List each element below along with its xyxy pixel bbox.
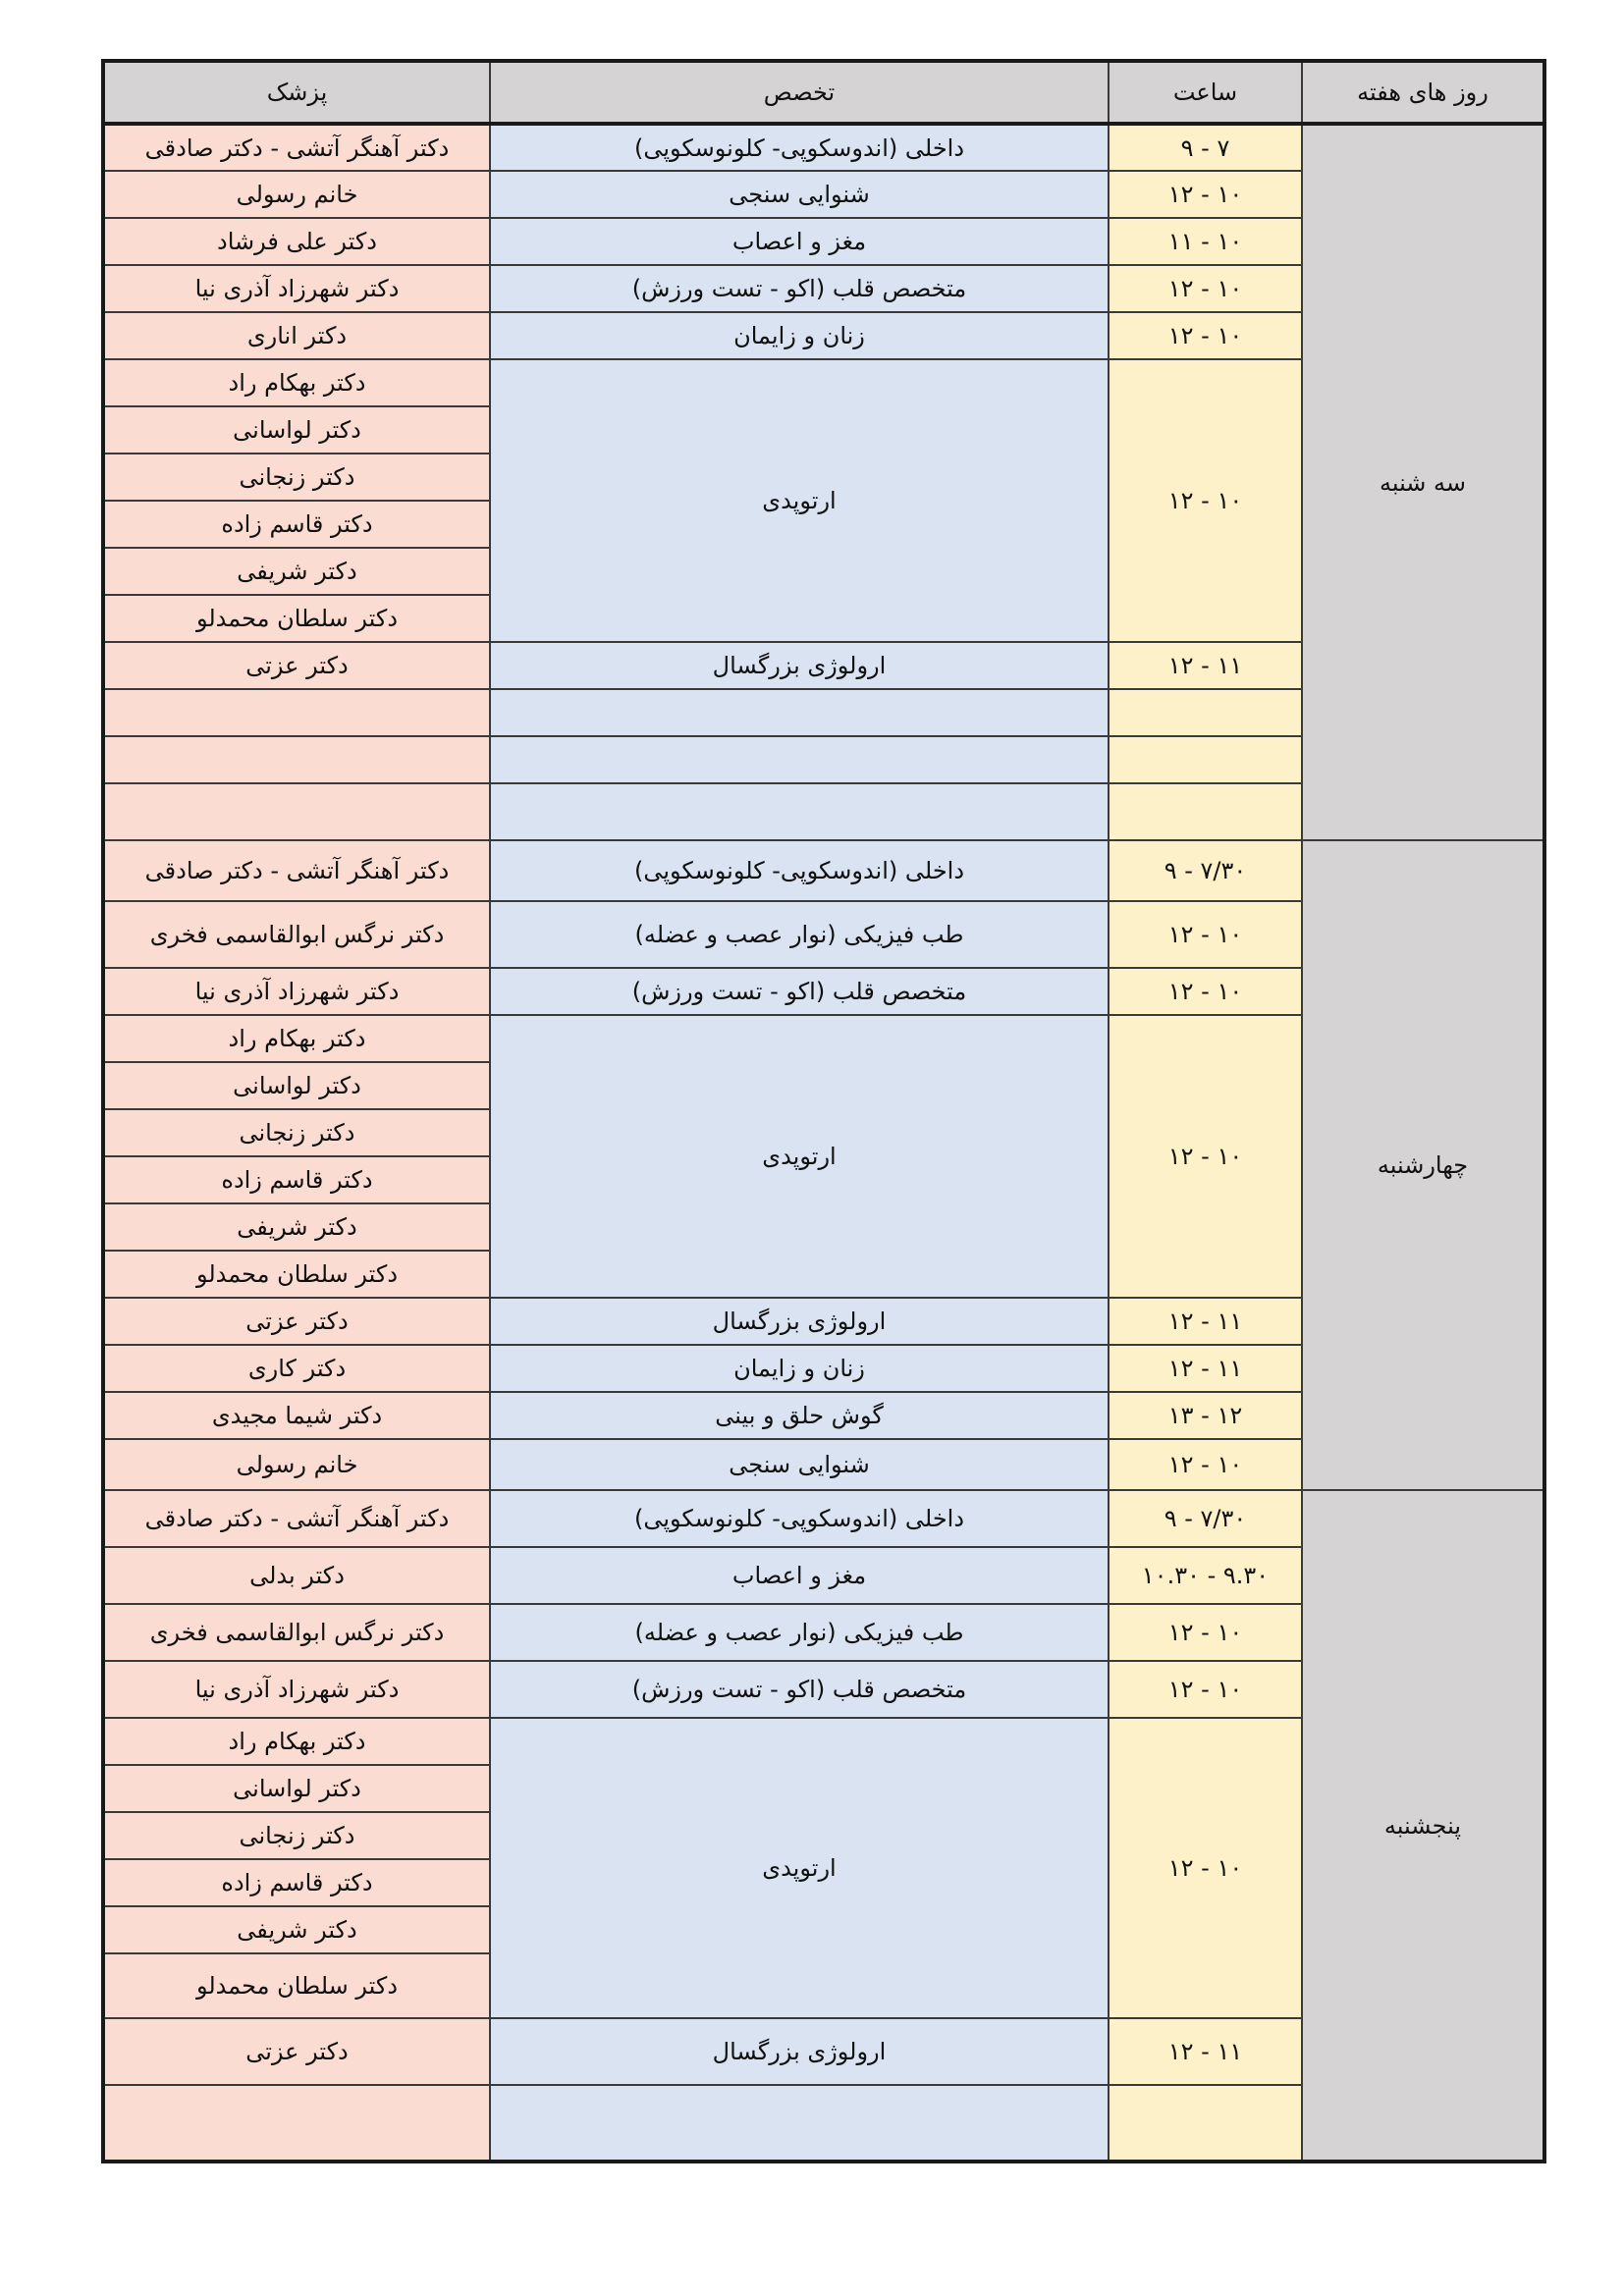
hours-cell: ۱۲ - ۱۱ <box>1109 1345 1302 1392</box>
table-row <box>103 840 1544 901</box>
hours-cell: ۱۲ - ۱۱ <box>1109 2018 1302 2085</box>
doctor-cell: دکتر قاسم زاده <box>103 1156 490 1203</box>
doctor-cell: خانم رسولی <box>103 171 490 218</box>
specialty-cell: متخصص قلب (اکو - تست ورزش) <box>490 1661 1109 1718</box>
doctor-cell: دکتر عزتی <box>103 1298 490 1345</box>
doctor-cell: دکتر زنجانی <box>103 1812 490 1859</box>
specialty-cell <box>490 2085 1109 2162</box>
hours-cell: ۱۲ - ۱۰ <box>1109 359 1302 642</box>
doctor-cell: دکتر لواسانی <box>103 406 490 454</box>
header-doctor: پزشک <box>103 61 490 124</box>
hours-cell: ۹ - ۷/۳۰ <box>1109 1490 1302 1547</box>
doctor-cell: دکتر کاری <box>103 1345 490 1392</box>
specialty-cell: متخصص قلب (اکو - تست ورزش) <box>490 265 1109 312</box>
doctor-cell <box>103 689 490 736</box>
doctor-cell: دکتر آهنگر آتشی - دکتر صادقی <box>103 1490 490 1547</box>
doctor-cell: دکتر زنجانی <box>103 454 490 501</box>
specialty-cell: طب فیزیکی (نوار عصب و عضله) <box>490 901 1109 968</box>
specialty-cell: زنان و زایمان <box>490 312 1109 359</box>
header-row <box>103 61 1544 124</box>
hours-cell: ۹ - ۷ <box>1109 124 1302 171</box>
hours-cell: ۱۲ - ۱۰ <box>1109 1604 1302 1661</box>
weekday-cell: پنجشنبه <box>1302 1490 1544 2162</box>
hours-cell: ۱۲ - ۱۱ <box>1109 1298 1302 1345</box>
hours-cell: ۱۳ - ۱۲ <box>1109 1392 1302 1439</box>
doctor-cell: دکتر قاسم زاده <box>103 501 490 548</box>
schedule-table <box>101 59 1546 2163</box>
doctor-cell: خانم رسولی <box>103 1439 490 1490</box>
doctor-cell <box>103 2085 490 2162</box>
specialty-cell: طب فیزیکی (نوار عصب و عضله) <box>490 1604 1109 1661</box>
hours-cell: ۹ - ۷/۳۰ <box>1109 840 1302 901</box>
doctor-cell: دکتر شهرزاد آذری نیا <box>103 968 490 1015</box>
specialty-cell: زنان و زایمان <box>490 1345 1109 1392</box>
doctor-cell: دکتر شریفی <box>103 1203 490 1251</box>
specialty-cell: مغز و اعصاب <box>490 1547 1109 1604</box>
doctor-cell: دکتر بهکام راد <box>103 1718 490 1765</box>
doctor-cell: دکتر شهرزاد آذری نیا <box>103 1661 490 1718</box>
specialty-cell: شنوایی سنجی <box>490 171 1109 218</box>
hours-cell: ۱۲ - ۱۰ <box>1109 1718 1302 2018</box>
doctor-cell: دکتر شهرزاد آذری نیا <box>103 265 490 312</box>
specialty-cell: مغز و اعصاب <box>490 218 1109 265</box>
specialty-cell: داخلی (اندوسکوپی- کلونوسکوپی) <box>490 840 1109 901</box>
hours-cell <box>1109 689 1302 736</box>
hours-cell <box>1109 2085 1302 2162</box>
doctor-cell: دکتر لواسانی <box>103 1062 490 1109</box>
doctor-cell: دکتر شریفی <box>103 1906 490 1953</box>
specialty-cell: داخلی (اندوسکوپی- کلونوسکوپی) <box>490 1490 1109 1547</box>
doctor-cell: دکتر شیما مجیدی <box>103 1392 490 1439</box>
specialty-cell <box>490 689 1109 736</box>
specialty-cell: ارتوپدی <box>490 359 1109 642</box>
hours-cell: ۱۲ - ۱۰ <box>1109 312 1302 359</box>
doctor-cell: دکتر علی فرشاد <box>103 218 490 265</box>
doctor-cell: دکتر لواسانی <box>103 1765 490 1812</box>
doctor-cell: دکتر اناری <box>103 312 490 359</box>
table-row <box>103 124 1544 171</box>
doctor-cell: دکتر بهکام راد <box>103 1015 490 1062</box>
doctor-cell: دکتر عزتی <box>103 642 490 689</box>
hours-cell: ۱۲ - ۱۰ <box>1109 968 1302 1015</box>
header-day: روز های هفته <box>1302 61 1544 124</box>
specialty-cell: گوش حلق و بینی <box>490 1392 1109 1439</box>
doctor-cell: دکتر سلطان محمدلو <box>103 595 490 642</box>
specialty-cell: ارولوژی بزرگسال <box>490 642 1109 689</box>
specialty-cell: ارولوژی بزرگسال <box>490 2018 1109 2085</box>
table-row <box>103 1490 1544 1547</box>
hours-cell: ۱۲ - ۱۱ <box>1109 642 1302 689</box>
hours-cell: ۱۲ - ۱۰ <box>1109 1661 1302 1718</box>
doctor-cell: دکتر آهنگر آتشی - دکتر صادقی <box>103 840 490 901</box>
specialty-cell: ارولوژی بزرگسال <box>490 1298 1109 1345</box>
doctor-cell: دکتر آهنگر آتشی - دکتر صادقی <box>103 124 490 171</box>
header-hours: ساعت <box>1109 61 1302 124</box>
doctor-cell: دکتر زنجانی <box>103 1109 490 1156</box>
specialty-cell: ارتوپدی <box>490 1718 1109 2018</box>
hours-cell <box>1109 736 1302 783</box>
doctor-cell: دکتر بهکام راد <box>103 359 490 406</box>
specialty-cell: متخصص قلب (اکو - تست ورزش) <box>490 968 1109 1015</box>
doctor-cell <box>103 736 490 783</box>
weekday-cell: سه شنبه <box>1302 124 1544 840</box>
hours-cell: ۱۰.۳۰ - ۹.۳۰ <box>1109 1547 1302 1604</box>
specialty-cell: داخلی (اندوسکوپی- کلونوسکوپی) <box>490 124 1109 171</box>
doctor-cell: دکتر نرگس ابوالقاسمی فخری <box>103 901 490 968</box>
hours-cell: ۱۲ - ۱۰ <box>1109 265 1302 312</box>
doctor-cell: دکتر نرگس ابوالقاسمی فخری <box>103 1604 490 1661</box>
hours-cell: ۱۲ - ۱۰ <box>1109 901 1302 968</box>
doctor-cell: دکتر عزتی <box>103 2018 490 2085</box>
hours-cell: ۱۲ - ۱۰ <box>1109 1015 1302 1298</box>
schedule-body <box>103 124 1544 2162</box>
doctor-cell: دکتر شریفی <box>103 548 490 595</box>
doctor-cell <box>103 783 490 840</box>
doctor-cell: دکتر سلطان محمدلو <box>103 1953 490 2018</box>
specialty-cell <box>490 783 1109 840</box>
hours-cell: ۱۲ - ۱۰ <box>1109 171 1302 218</box>
hours-cell: ۱۱ - ۱۰ <box>1109 218 1302 265</box>
specialty-cell: ارتوپدی <box>490 1015 1109 1298</box>
specialty-cell <box>490 736 1109 783</box>
hours-cell <box>1109 783 1302 840</box>
doctor-cell: دکتر سلطان محمدلو <box>103 1251 490 1298</box>
doctor-cell: دکتر بدلی <box>103 1547 490 1604</box>
header-specialty: تخصص <box>490 61 1109 124</box>
hours-cell: ۱۲ - ۱۰ <box>1109 1439 1302 1490</box>
doctor-cell: دکتر قاسم زاده <box>103 1859 490 1906</box>
weekday-cell: چهارشنبه <box>1302 840 1544 1490</box>
specialty-cell: شنوایی سنجی <box>490 1439 1109 1490</box>
